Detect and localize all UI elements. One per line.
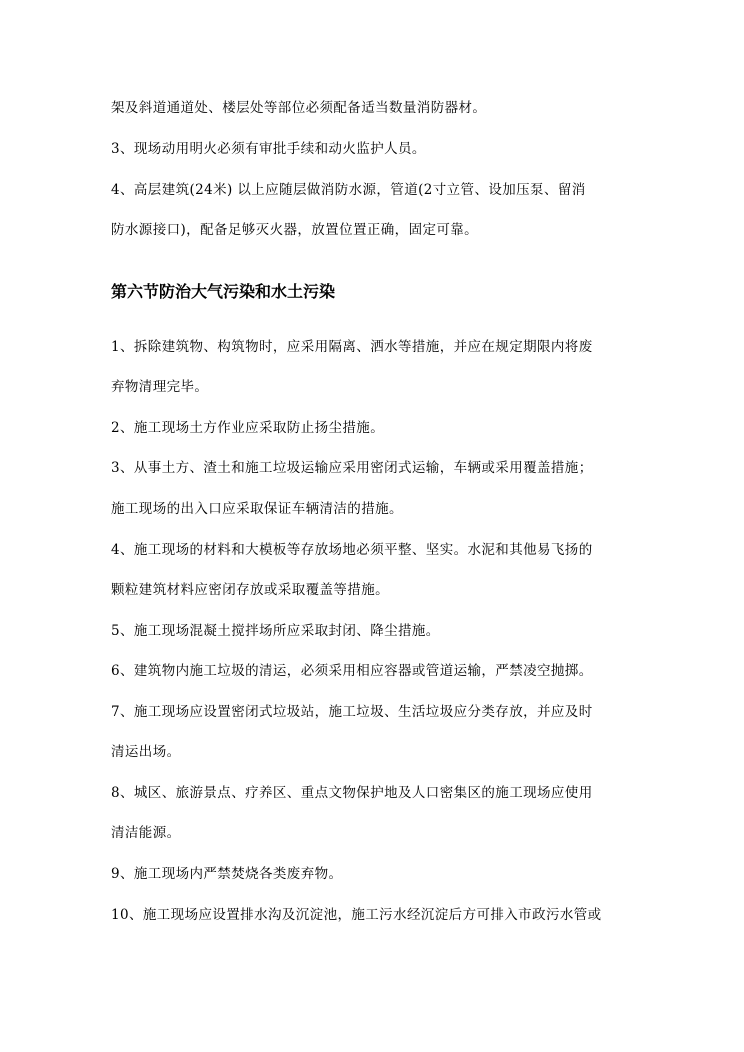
text-line: 4、施工现场的材料和大模板等存放场地必须平整、坚实。水泥和其他易飞扬的 — [111, 542, 593, 558]
section-title: 第六节防治大气污染和水土污染 — [111, 282, 336, 301]
text-line: 5、施工现场混凝土搅拌场所应采取封闭、降尘措施。 — [111, 623, 440, 639]
text-line: 施工现场的出入口应采取保证车辆清洁的措施。 — [111, 501, 403, 517]
text-line: 1、拆除建筑物、构筑物时，应采用隔离、洒水等措施，并应在规定期限内将废 — [111, 339, 593, 355]
text-line: 防水源接口)，配备足够灭火器，放置位置正确，固定可靠。 — [111, 222, 479, 238]
text-line: 清运出场。 — [111, 744, 181, 760]
text-line: 8、城区、旅游景点、疗养区、重点文物保护地及人口密集区的施工现场应使用 — [111, 785, 593, 801]
text-line: 6、建筑物内施工垃圾的清运，必须采用相应容器或管道运输，严禁凌空抛掷。 — [111, 663, 593, 679]
text-line: 3、现场动用明火必须有审批手续和动火监护人员。 — [111, 141, 426, 157]
text-line: 架及斜道通道处、楼层处等部位必须配备适当数量消防器材。 — [111, 100, 487, 116]
text-line: 清洁能源。 — [111, 825, 181, 841]
text-line: 2、施工现场土方作业应采取防止扬尘措施。 — [111, 420, 385, 436]
text-line: 4、高层建筑(24米) 以上应随层做消防水源，管道(2寸立管、设加压泵、留消 — [111, 182, 586, 198]
text-line: 颗粒建筑材料应密闭存放或采取覆盖等措施。 — [111, 582, 389, 598]
text-line: 7、施工现场应设置密闭式垃圾站，施工垃圾、生活垃圾应分类存放，并应及时 — [111, 704, 593, 720]
text-line: 10、施工现场应设置排水沟及沉淀池，施工污水经沉淀后方可排入市政污水管或 — [111, 907, 602, 923]
text-line: 9、施工现场内严禁焚烧各类废弃物。 — [111, 866, 343, 882]
text-line: 3、从事土方、渣土和施工垃圾运输应采用密闭式运输，车辆或采用覆盖措施； — [111, 460, 593, 476]
text-line: 弃物清理完毕。 — [111, 379, 209, 395]
